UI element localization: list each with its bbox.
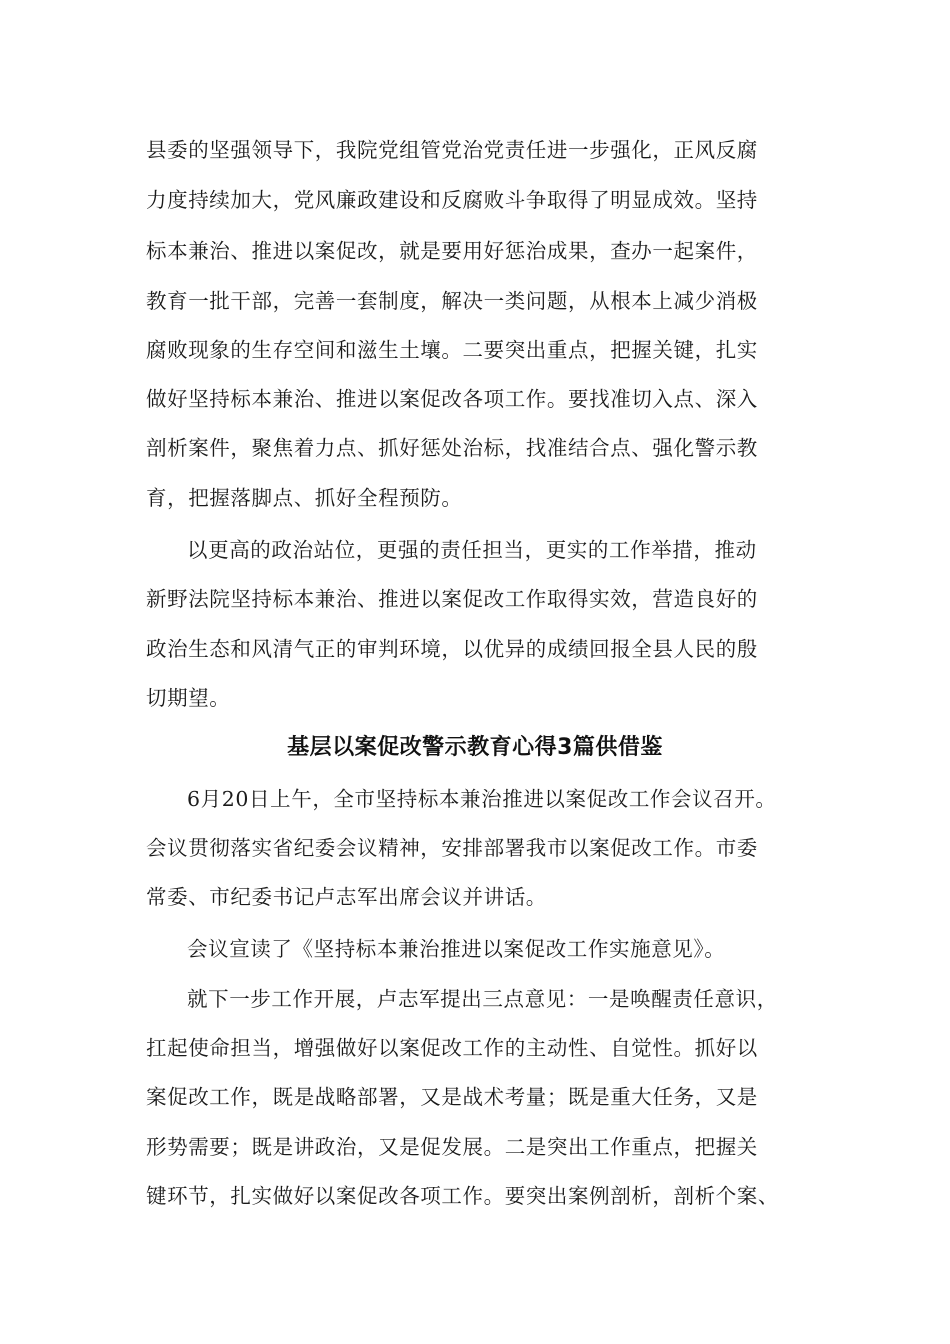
section-title: 基层以案促改警示教育心得3篇供借鉴 — [287, 735, 663, 760]
text-line: 常委、市纪委书记卢志军出席会议并讲话。 — [146, 885, 547, 909]
text-line: 标本兼治、推进以案促改，就是要用好惩治成果，查办一起案件， — [146, 239, 758, 263]
text-line: 就下一步工作开展，卢志军提出三点意见：一是唤醒责任意识， — [187, 987, 778, 1011]
text-line: 腐败现象的生存空间和滋生土壤。二要突出重点，把握关键，扎实 — [146, 338, 758, 362]
text-line: 扛起使命担当，增强做好以案促改工作的主动性、自觉性。抓好以 — [146, 1036, 758, 1060]
text-line: 形势需要；既是讲政治，又是促发展。二是突出工作重点，把握关 — [146, 1135, 758, 1159]
text-line: 6月20日上午，全市坚持标本兼治推进以案促改工作会议召开。 — [187, 787, 777, 811]
text-line: 育，把握落脚点、抓好全程预防。 — [146, 486, 463, 510]
text-line: 会议宣读了《坚持标本兼治推进以案促改工作实施意见》。 — [187, 937, 726, 961]
text-line: 新野法院坚持标本兼治、推进以案促改工作取得实效，营造良好的 — [146, 587, 758, 611]
text-line: 做好坚持标本兼治、推进以案促改各项工作。要找准切入点、深入 — [146, 387, 758, 411]
text-line: 键环节，扎实做好以案促改各项工作。要突出案例剖析，剖析个案、 — [146, 1184, 779, 1208]
text-line: 政治生态和风清气正的审判环境，以优异的成绩回报全县人民的殷 — [146, 637, 758, 661]
text-line: 切期望。 — [146, 686, 231, 710]
text-line: 教育一批干部，完善一套制度，解决一类问题，从根本上减少消极 — [146, 289, 758, 313]
text-line: 会议贯彻落实省纪委会议精神，安排部署我市以案促改工作。市委 — [146, 836, 758, 860]
text-line: 以更高的政治站位，更强的责任担当，更实的工作举措，推动 — [187, 538, 757, 562]
text-line: 案促改工作，既是战略部署，又是战术考量；既是重大任务，又是 — [146, 1085, 758, 1109]
text-line: 县委的坚强领导下，我院党组管党治党责任进一步强化，正风反腐 — [146, 138, 758, 162]
text-line: 剖析案件，聚焦着力点、抓好惩处治标，找准结合点、强化警示教 — [146, 436, 758, 460]
text-line: 力度持续加大，党风廉政建设和反腐败斗争取得了明显成效。坚持 — [146, 188, 758, 212]
